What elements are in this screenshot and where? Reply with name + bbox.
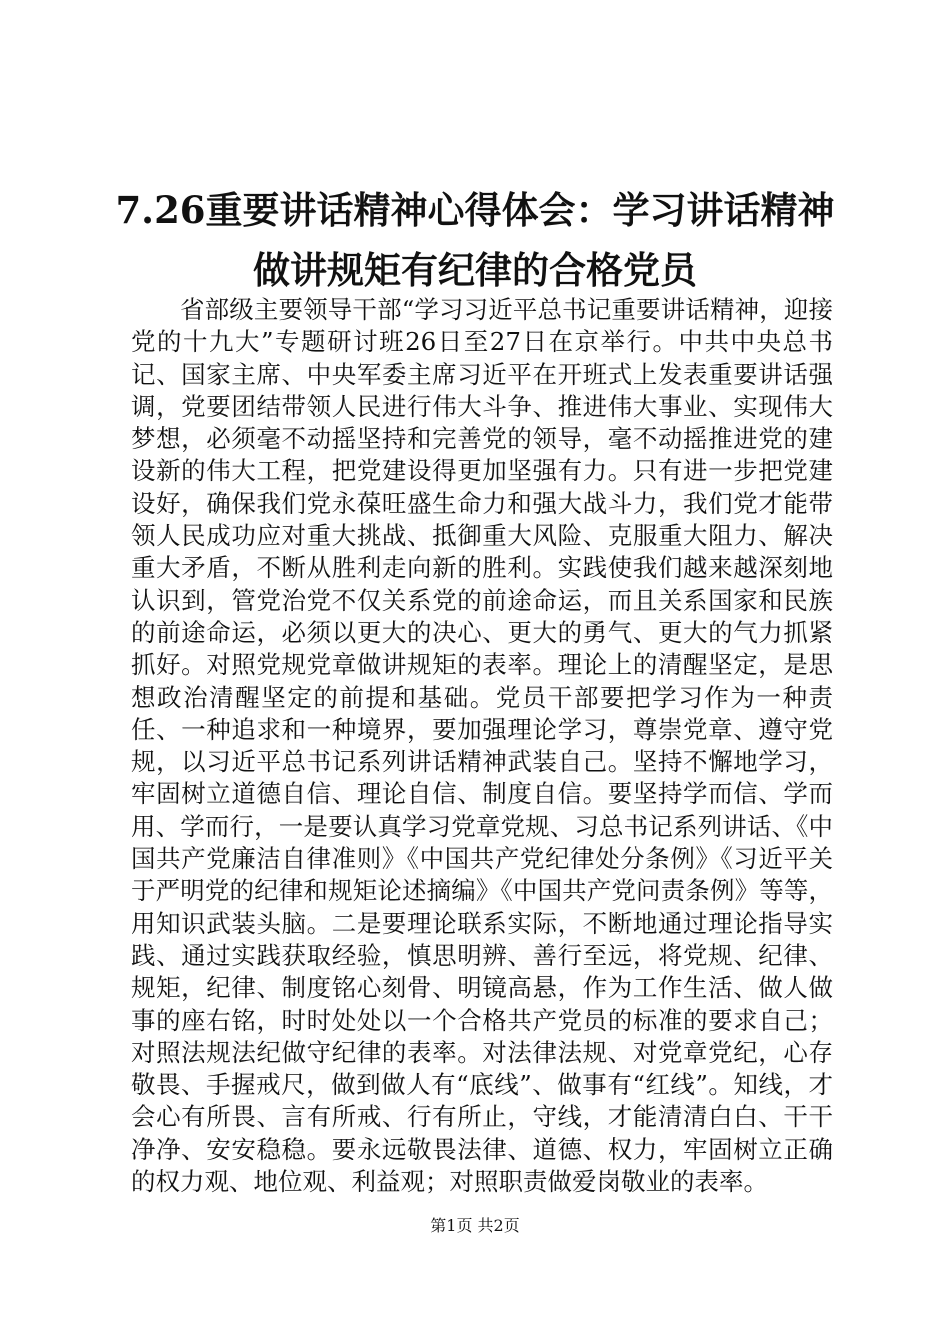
document-title-line-2: 做讲规矩有纪律的合格党员: [253, 248, 697, 292]
page-number-footer: 第1页 共2页: [430, 1216, 520, 1235]
document-body-paragraph: 省部级主要领导干部“学习习近平总书记重要讲话精神，迎接党的十九大”专题研讨班26日至27日在京举行。中共中央总书记、国家主席、中央军委主席习近平在开班式上发表重要讲话强调，党要团结带领人民进行伟大斗争、推进伟大事业、实现伟大梦想，必须毫不动摇坚持和完善党的领导，毫不动摇推进党的建设新的伟大工程，把党建设得更加坚强有力。只有进一步把党建设好，确保我们党永葆旺盛生命力和强大战斗力，我们党才能带领人民成功应对重大挑战、抵御重大风险、克服重大阻力、解决重大矛盾，不断从胜利走向新的胜利。实践使我们越来越深刻地认识到，管党治党不仅关系党的前途命运，而且关系国家和民族的前途命运，必须以更大的决心、更大的勇气、更大的气力抓紧抓好。对照党规党章做讲规矩的表率。理论上的清醒坚定，是思想政治清醒坚定的前提和基础。党员干部要把学习作为一种责任、一种追求和一种境界，要加强理论学习，尊崇党章、遵守党规，以习近平总书记系列讲话精神武装自己。坚持不懈地学习，牢固树立道德自信、理论自信、制度自信。要坚持学而信、学而用、学而行，一是要认真学习党章党规、习总书记系列讲话、《中国共产党廉洁自律准则》《中国共产党纪律处分条例》《习近平关于严明党的纪律和规矩论述摘编》《中国共产党问责条例》等等，用知识武装头脑。二是要理论联系实际，不断地通过理论指导实践、通过实践获取经验，慎思明辨、善行至远，将党规、纪律、规矩，纪律、制度铭心刻骨、明镜高悬，作为工作生活、做人做事的座右铭，时时处处以一个合格共产党员的标准的要求自己；对照法规法纪做守纪律的表率。对法律法规、对党章党纪，心存敬畏、手握戒尺，做到做人有“底线”、做事有“红线”。知线，才会心有所畏、言有所戒、行有所止，守线，才能清清白白、干干净净、安安稳稳。要永远敬畏法律、道德、权力，牢固树立正确的权力观、地位观、利益观；对照职责做爱岗敬业的表率。: [131, 295, 833, 1197]
document-title-line-1: 7.26重要讲话精神心得体会：学习讲话精神: [115, 188, 835, 232]
